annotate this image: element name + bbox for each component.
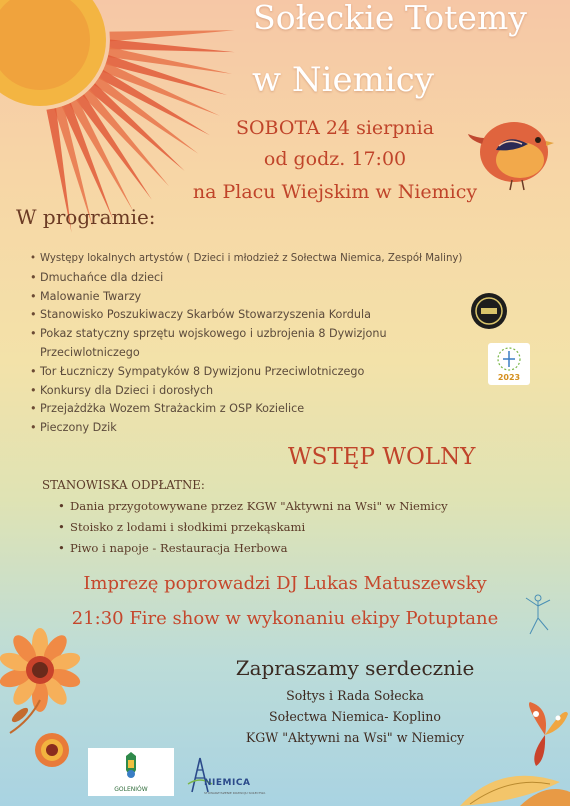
footer-line2: Sołectwa Niemica- Koplino <box>269 709 441 724</box>
footer-line3: KGW "Aktywni na Wsi" w Niemicy <box>245 730 465 745</box>
kordula-logo <box>470 292 508 330</box>
dj-announcement: Imprezę poprowadzi DJ Lukas Matuszewsky <box>83 573 487 594</box>
list-item: • Przejażdżka Wozem Strażackim z OSP Kozielice <box>30 400 462 419</box>
leaves-illustration <box>450 752 570 806</box>
list-item: • Stanowisko Poszukiwaczy Skarbów Stowarzyszenia Kordula <box>30 306 462 325</box>
gmina-caption: GOLENIÓW <box>114 786 148 793</box>
niemica-subtitle: STOWARZYSZENIE ROZWOJU SOŁECTWA <box>204 791 266 795</box>
niemica-tower-icon <box>186 754 214 794</box>
list-item: • Pokaz statyczny sprzętu wojskowego i uzbrojenia 8 Dywizjonu <box>30 325 462 344</box>
invitation-heading: Zapraszamy serdecznie <box>235 656 475 680</box>
program-heading: W programie: <box>16 205 156 229</box>
list-item: • Malowanie Twarzy <box>30 288 462 307</box>
small-flower-illustration <box>30 728 74 772</box>
event-place: na Placu Wiejskim w Niemicy <box>192 181 478 203</box>
program-list <box>30 250 462 438</box>
niemica-logo <box>186 754 266 798</box>
paid-stands-heading: STANOWISKA ODPŁATNE: <box>42 478 205 492</box>
sun-ray <box>109 39 234 52</box>
anniversary-badge <box>488 343 530 385</box>
free-entry: WSTĘP WOLNY <box>288 444 476 470</box>
list-item: • Występy lokalnych artystów ( Dzieci i młodzież z Sołectwa Niemica, Zespół Maliny) <box>30 250 462 269</box>
bird-illustration <box>466 110 556 195</box>
list-item: • Dmuchańce dla dzieci <box>30 269 462 288</box>
list-item: • Pieczony Dzik <box>30 419 462 438</box>
list-item: • Piwo i napoje - Restauracja Herbowa <box>58 538 448 559</box>
paid-stands-list <box>58 496 448 559</box>
badge-emblem-icon <box>488 345 530 375</box>
event-time: od godz. 17:00 <box>263 148 407 170</box>
flower-illustration <box>0 615 110 745</box>
list-item: • Dania przygotowywane przez KGW "Aktywni na Wsi" w Niemicy <box>58 496 448 517</box>
fire-show-announcement: 21:30 Fire show w wykonaniu ekipy Potuptane <box>71 608 499 629</box>
list-item: • Konkursy dla Dzieci i dorosłych <box>30 382 462 401</box>
list-item-continuation: Przeciwlotniczego <box>40 345 140 359</box>
list-item: • Tor Łuczniczy Sympatyków 8 Dywizjonu Przeciwlotniczego <box>30 363 462 382</box>
gmina-crest-icon <box>88 750 174 786</box>
event-date: SOBOTA 24 sierpnia <box>235 117 435 139</box>
gmina-logo <box>88 748 174 796</box>
list-item: • Stoisko z lodami i słodkimi przekąskami <box>58 517 448 538</box>
poster-title-line1: Sołeckie Totemy <box>253 0 527 37</box>
poster-title-line2: w Niemicy <box>251 60 435 100</box>
niemica-brand: NIEMICA <box>204 778 251 788</box>
badge-year: 2023 <box>497 373 521 382</box>
footer-line1: Sołtys i Rada Sołecka <box>286 688 424 703</box>
dancer-illustration <box>518 590 558 640</box>
